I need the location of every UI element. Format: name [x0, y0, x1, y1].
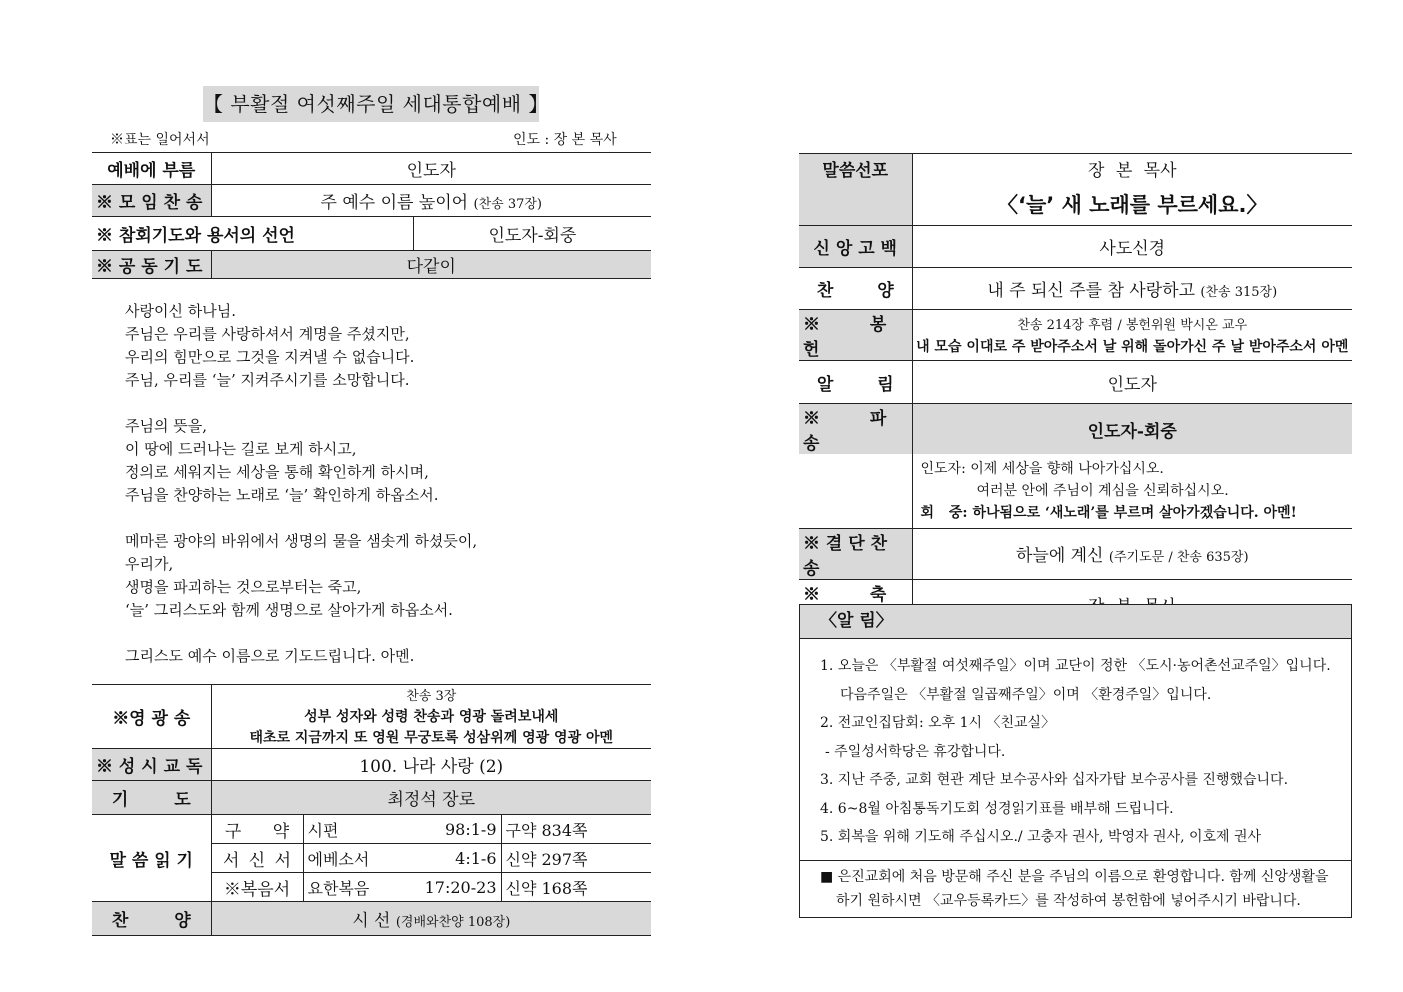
- news-item: 5. 회복을 위해 기도해 주십시오./ 고충자 권사, 박영자 권사, 이호제 권사: [820, 829, 1262, 845]
- announcements-value: 인도자: [912, 361, 1352, 404]
- prayer-paragraph: [125, 300, 645, 392]
- news-item: 2. 전교인집담회: 오후 1시 〈친교실〉: [820, 715, 1056, 731]
- sending-value: 인도자-회중: [912, 404, 1352, 455]
- prayer-line: 그리스도 예수 이름으로 기도드립니다. 아멘.: [125, 647, 415, 665]
- confession-value: 인도자-회중: [413, 217, 651, 251]
- scripture-page: 신약 297쪽: [501, 844, 651, 873]
- confession-label: ※ 참회기도와 용서의 선언: [96, 226, 295, 246]
- closing-hymn-ref: (주기도문 / 찬송 635장): [1108, 550, 1249, 565]
- prayer-line: 메마른 광야의 바위에서 생명의 물을 샘솟게 하셨듯이,: [125, 532, 478, 550]
- standing-note: ※표는 일어서서: [110, 132, 210, 148]
- sermon-preacher: 장 본 목사: [912, 154, 1352, 184]
- sending-leader-line: 이제 세상을 향해 나아가십시오.: [970, 460, 1164, 477]
- call-to-worship-value: 인도자: [211, 153, 651, 185]
- row-announcements: [799, 361, 1352, 404]
- responsive-reading-label: ※ 성 시 교 독: [92, 749, 211, 781]
- prayer-line: 주님의 뜻을,: [125, 417, 207, 435]
- praise-left-label: 찬 양: [92, 902, 211, 936]
- prayer-paragraph: [125, 645, 645, 668]
- order-table-bottom: [92, 684, 651, 936]
- opening-hymn-value: [211, 185, 651, 217]
- scripture-book: 시편: [303, 815, 405, 844]
- opening-hymn-ref: (찬송 37장): [473, 197, 542, 212]
- offering-label: ※ 봉 헌: [799, 310, 912, 361]
- row-praise-left: [92, 902, 651, 936]
- sending-leader-label: 인도자:: [920, 460, 966, 477]
- creed-value: 사도신경: [912, 226, 1352, 268]
- scripture-book: 요한복음: [303, 873, 405, 902]
- praise-left-title: 시 선: [352, 911, 391, 931]
- news-list: [800, 639, 1351, 852]
- prayer-paragraph: [125, 530, 645, 622]
- praise-left-value: [211, 902, 651, 936]
- row-gloria: [92, 685, 651, 749]
- sending-leader-line: 여러분 안에 주님이 계심을 신뢰하십시오.: [976, 482, 1229, 499]
- gloria-label: ※영 광 송: [112, 709, 191, 729]
- row-closing-hymn: [799, 528, 1352, 579]
- scripture-page: 구약 834쪽: [501, 815, 651, 844]
- prayer-line: 주님, 우리를 ‘늘’ 지켜주시기를 소망합니다.: [125, 371, 410, 389]
- gloria-line: 성부 성자와 성령 찬송과 영광 돌려보내세: [304, 709, 559, 725]
- sending-congregation-line: 하나됨으로 ‘새노래’를 부르며 살아가겠습니다. 아멘!: [972, 504, 1297, 521]
- prayer-line: 주님을 찬양하는 노래로 ‘늘’ 확인하게 하옵소서.: [125, 486, 439, 504]
- prayer-line: 우리가,: [125, 555, 174, 573]
- sending-label-fill: [799, 454, 912, 528]
- prayer-value: 최정석 장로: [211, 781, 651, 815]
- welcome-line: ■ 은진교회에 처음 방문해 주신 분을 주님의 이름으로 환영합니다. 함께 신앙생활을: [820, 869, 1329, 885]
- scripture-label: 말 씀 읽 기: [109, 850, 193, 871]
- sending-congregation-label: 회 중:: [920, 504, 968, 521]
- row-confession: [92, 217, 651, 251]
- row-responsive-reading: [92, 749, 651, 781]
- praise-left-ref: (경배와찬양 108장): [395, 915, 511, 930]
- scripture-kind: ※복음서: [211, 873, 303, 902]
- prayer-line: 우리의 힘만으로 그것을 지켜낼 수 없습니다.: [125, 348, 415, 366]
- opening-hymn-title: 주 예수 이름 높이어: [320, 193, 469, 213]
- closing-hymn-value: [912, 528, 1352, 579]
- praise-label: 찬 양: [816, 281, 894, 301]
- row-praise: [799, 268, 1352, 310]
- row-sending: [799, 404, 1352, 455]
- row-sermon-preacher: [799, 154, 1352, 184]
- gloria-line: 태초로 지금까지 또 영원 무궁토록 성삼위께 영광 영광 아멘: [249, 730, 614, 746]
- gloria-hymn-no: 찬송 3장: [406, 689, 457, 704]
- row-opening-hymn: [92, 185, 651, 217]
- offering-value: [912, 310, 1352, 361]
- scripture-page: 신약 168쪽: [501, 873, 651, 902]
- row-sermon-title: [799, 184, 1352, 226]
- prayer-paragraph: [125, 415, 645, 507]
- order-table-top: [92, 152, 651, 279]
- announcements-label: 알 림: [816, 374, 894, 395]
- scripture-verse: 98:1-9: [444, 819, 497, 839]
- offering-line1: 찬송 214장 후렴 / 봉헌위원 박시온 교우: [1017, 317, 1248, 333]
- praise-value: [912, 268, 1352, 310]
- scripture-kind: 서 신 서: [211, 844, 303, 873]
- sermon-label: 말씀선포: [799, 154, 912, 184]
- row-scripture-ot: [92, 815, 651, 844]
- opening-hymn-label: ※ 모 임 찬 송: [92, 185, 211, 217]
- row-common-prayer: [92, 251, 651, 279]
- common-prayer-label: ※ 공 동 기 도: [92, 251, 211, 279]
- sermon-title: 〈‘늘’ 새 노래를 부르세요.〉: [912, 184, 1352, 226]
- news-item: 다음주일은 〈부활절 일곱째주일〉이며 〈환경주일〉입니다.: [840, 686, 1212, 703]
- news-box: [799, 604, 1352, 918]
- common-prayer-text: [125, 300, 645, 668]
- scripture-verse: 17:20-23: [424, 877, 497, 897]
- offering-line2: 내 모습 이대로 주 받아주소서 날 위해 돌아가신 주 날 받아주소서 아멘: [916, 338, 1349, 355]
- prayer-line: 주님은 우리를 사랑하셔서 계명을 주셨지만,: [125, 325, 410, 343]
- row-prayer: [92, 781, 651, 815]
- prayer-line: 생명을 파괴하는 것으로부터는 죽고,: [125, 578, 362, 596]
- call-to-worship-label: 예배에 부름: [107, 161, 196, 181]
- closing-hymn-title: 하늘에 계신: [1015, 546, 1104, 566]
- common-prayer-value: 다같이: [211, 251, 651, 279]
- prayer-line: 사랑이신 하나님.: [125, 302, 236, 320]
- row-creed: [799, 226, 1352, 268]
- sending-text: [912, 454, 1352, 528]
- news-item: 3. 지난 주중, 교회 현관 계단 보수공사와 십자가탑 보수공사를 진행했습니다.: [820, 772, 1289, 788]
- page-title: 【 부활절 여섯째주일 세대통합예배 】: [203, 86, 539, 122]
- prayer-line: 정의로 세워지는 세상을 통해 확인하게 하시며,: [125, 463, 429, 481]
- scripture-book: 에베소서: [303, 844, 405, 873]
- benediction-label: ※ 축: [803, 584, 887, 605]
- news-item: 4. 6~8월 아침통독기도회 성경읽기표를 배부해 드립니다.: [820, 800, 1174, 817]
- praise-title: 내 주 되신 주를 참 사랑하고: [987, 281, 1195, 301]
- sending-label: ※ 파 송: [799, 404, 912, 455]
- news-item: - 주일성서학당은 휴강합니다.: [825, 743, 1006, 760]
- news-item: 1. 오늘은 〈부활절 여섯째주일〉이며 교단이 정한 〈도시·농어촌선교주일〉입니다.: [820, 658, 1331, 674]
- row-offering: [799, 310, 1352, 361]
- row-sending-text: [799, 454, 1352, 528]
- sermon-label-fill: [799, 184, 912, 226]
- news-heading: 〈알 림〉: [800, 605, 1351, 639]
- order-table-right: [799, 153, 1352, 631]
- row-call-to-worship: [92, 153, 651, 185]
- gloria-value: [211, 685, 651, 749]
- scripture-verse: 4:1-6: [455, 848, 497, 868]
- creed-label: 신 앙 고 백: [799, 226, 912, 268]
- prayer-line: 이 땅에 드러나는 길로 보게 하시고,: [125, 440, 357, 458]
- responsive-reading-value: 100. 나라 사랑 (2): [211, 749, 651, 781]
- prayer-label: 기 도: [92, 781, 211, 815]
- scripture-kind: 구 약: [211, 815, 303, 844]
- closing-hymn-label: ※ 결 단 찬 송: [799, 528, 912, 579]
- welcome-line: 하기 원하시면 〈교우등록카드〉를 작성하여 봉헌함에 넣어주시기 바랍니다.: [836, 893, 1301, 909]
- prayer-line: ‘늘’ 그리스도와 함께 생명으로 살아가게 하옵소서.: [125, 601, 453, 619]
- worship-leader: 인도 : 장 본 목사: [513, 132, 617, 148]
- praise-ref: (찬송 315장): [1200, 285, 1278, 300]
- welcome-note: [800, 860, 1351, 913]
